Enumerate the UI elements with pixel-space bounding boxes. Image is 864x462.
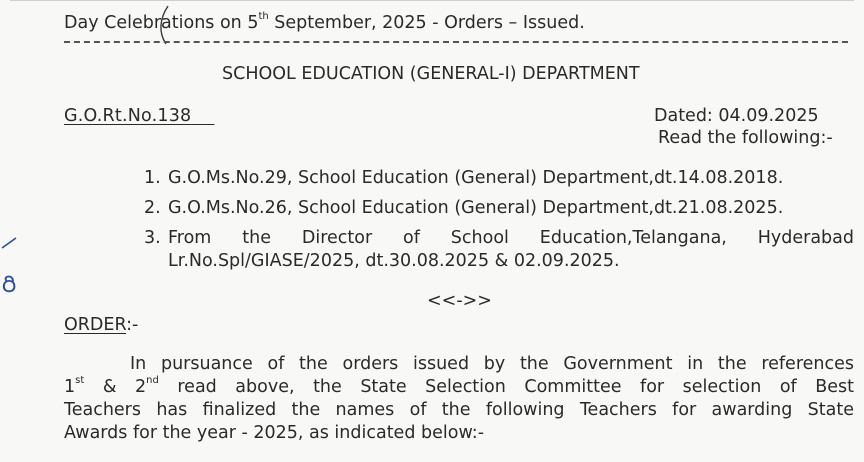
department-title: SCHOOL EDUCATION (GENERAL-I) DEPARTMENT [222,64,640,84]
dated: Dated: 04.09.2025 [654,106,819,126]
body-line: Teachers has finalized the names of the following Teachers for awarding State [64,400,854,420]
reference-item: 3. From the Director of School Education,Telangana, Hyderabad [144,228,854,248]
reference-continuation: Lr.No.Spl/GIASE/2025, dt.30.08.2025 & 02.09.2025. [168,251,620,271]
subject-line: Day Celebrations on 5th September, 2025 - Orders – Issued. [64,11,585,33]
top-border [10,0,854,7]
body-line: Awards for the year - 2025, as indicated below:- [64,423,485,443]
read-following: Read the following:- [658,128,833,148]
order-heading: ORDER:- [64,315,139,335]
body-line: 1st & 2nd read above, the State Selection Committee for selection of Best [64,375,854,397]
reference-item: 1. G.O.Ms.No.29, School Education (General) Department,dt.14.08.2018. [144,168,784,188]
separator: <<->> [427,291,492,311]
dashed-divider [64,41,848,43]
handwritten-annotation: రి [2,270,17,298]
pen-tick-mark [0,228,20,258]
body-line: In pursuance of the orders issued by the Government in the references [130,354,854,374]
reference-item: 2. G.O.Ms.No.26, School Education (General) Department,dt.21.08.2025. [144,198,784,218]
go-number: G.O.Rt.No.138 [64,106,192,126]
